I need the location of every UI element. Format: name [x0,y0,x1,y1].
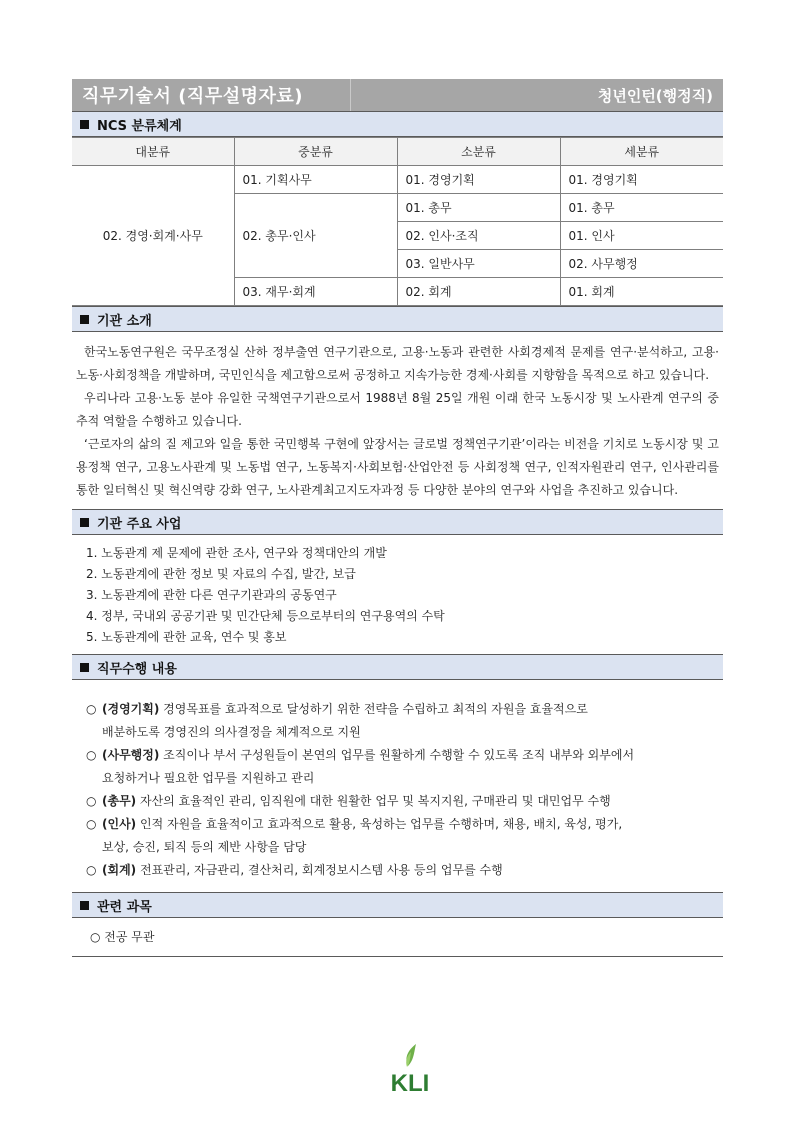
column-header: 중분류 [234,138,397,166]
middle-category-cell: 03. 재무·회계 [234,278,397,306]
detail-category-cell: 02. 사무행정 [560,250,723,278]
square-bullet-icon [80,518,89,527]
section-business-header [72,509,723,535]
list-item [86,859,723,882]
duty-label: (인사) [102,817,137,831]
list-item: 1. 노동관계 제 문제에 관한 조사, 연구와 정책대안의 개발 [86,546,387,560]
square-bullet-icon [80,120,89,129]
section-title: 관련 과목 [97,899,152,915]
ncs-table [72,137,723,306]
title-bar [72,79,723,111]
list-item [86,790,723,813]
column-header: 세분류 [560,138,723,166]
position-badge: 청년인턴(행정직) [597,86,713,105]
intro-body [72,332,723,509]
list-item: 5. 노동관계에 관한 교육, 연수 및 홍보 [86,630,287,644]
circle-bullet-icon: ○ [86,702,97,716]
circle-bullet-icon: ○ [86,863,97,877]
duty-label: (총무) [102,794,137,808]
list-item: 4. 정부, 국내외 공공기관 및 민간단체 등으로부터의 연구용역의 수탁 [86,609,445,623]
square-bullet-icon [80,663,89,672]
column-header: 소분류 [397,138,560,166]
duty-text: 자산의 효율적인 관리, 임직원에 대한 원활한 업무 및 복지지원, 구매관리 및 대민업무 수행 [139,794,611,808]
circle-bullet-icon: ○ [86,748,97,762]
section-ncs-header [72,111,723,137]
small-category-cell: 03. 일반사무 [397,250,560,278]
section-title: NCS 분류체계 [97,118,182,134]
table-header-row [72,138,723,166]
middle-category-cell: 02. 총무·인사 [234,194,397,278]
list-item: 3. 노동관계에 관한 다른 연구기관과의 공동연구 [86,588,337,602]
square-bullet-icon [80,315,89,324]
detail-category-cell: 01. 인사 [560,222,723,250]
duty-text: 인적 자원을 효율적이고 효과적으로 활용, 육성하는 업무를 수행하며, 채용, 배치, 육성, 평가, [139,817,623,831]
title-divider [350,79,351,111]
small-category-cell: 01. 경영기획 [397,166,560,194]
small-category-cell: 01. 총무 [397,194,560,222]
list-item: 2. 노동관계에 관한 정보 및 자료의 수집, 발간, 보급 [86,567,356,581]
major-category-cell: 02. 경영·회계·사무 [72,166,234,306]
middle-category-cell: 01. 기획사무 [234,166,397,194]
detail-category-cell: 01. 총무 [560,194,723,222]
small-category-cell: 02. 인사·조직 [397,222,560,250]
section-duties-header [72,654,723,680]
circle-bullet-icon: ○ [86,817,97,831]
duty-text: 전표관리, 자금관리, 결산처리, 회계정보시스템 사용 등의 업무를 수행 [139,863,503,877]
logo-text: KLI [390,1070,430,1094]
document-title: 직무기술서 (직무설명자료) [82,86,303,107]
duty-text: 보상, 승진, 퇴직 등의 제반 사항을 담당 [102,840,307,854]
intro-paragraph: ‘근로자의 삶의 질 제고와 일을 통한 국민행복 구현에 앞장서는 글로벌 정책연구기관’이라는 비전을 기치로 노동시장 및 고용정책 연구, 고용노사관계 및 노동법 연구, 노동복지·사회보험·산업안전 등 사회정책 연구, 인적자원관리 연구, 인사관리를 통한 일터혁신 및 혁신역량 강화 연구, 노사관계최고지도자과정 등 다양한 분야의 연구와 사업을 추진하고 있습니다. [76,437,719,497]
detail-category-cell: 01. 경영기획 [560,166,723,194]
list-item [86,744,723,790]
job-description-page [72,79,723,957]
list-item [86,813,723,859]
circle-bullet-icon: ○ [86,794,97,808]
square-bullet-icon [80,901,89,910]
duty-label: (경영기획) [102,702,160,716]
column-header: 대분류 [72,138,234,166]
kli-logo [364,1042,456,1094]
duty-text: 경영목표를 효과적으로 달성하기 위한 전략을 수립하고 최적의 자원을 효율적으로 [163,702,588,716]
section-subject-header [72,892,723,918]
duty-label: (사무행정) [102,748,160,762]
detail-category-cell: 01. 회계 [560,278,723,306]
subject-item: ○ 전공 무관 [72,918,723,957]
small-category-cell: 02. 회계 [397,278,560,306]
duty-text: 요청하거나 필요한 업무를 지원하고 관리 [102,771,315,785]
list-item [86,698,723,744]
section-title: 직무수행 내용 [97,661,177,677]
duty-text: 조직이나 부서 구성원들이 본연의 업무를 원활하게 수행할 수 있도록 조직 내부와 외부에서 [163,748,635,762]
section-intro-header [72,306,723,332]
intro-paragraph: 한국노동연구원은 국무조정실 산하 정부출연 연구기관으로, 고용·노동과 관련한 사회경제적 문제를 연구·분석하고, 고용·노동·사회정책을 개발하며, 국민인식을 제고함으로써 공정하고 지속가능한 경제·사회를 지향함을 목적으로 하고 있습니다. [76,345,719,382]
section-title: 기관 소개 [97,313,152,329]
duties-list [72,680,723,892]
intro-paragraph: 우리나라 고용·노동 분야 유일한 국책연구기관으로서 1988년 8월 25일 개원 이래 한국 노동시장 및 노사관계 연구의 중추적 역할을 수행하고 있습니다. [76,391,719,428]
section-title: 기관 주요 사업 [97,516,182,532]
table-row [72,166,723,194]
duty-text: 배분하도록 경영진의 의사결정을 체계적으로 지원 [102,725,361,739]
duty-label: (회계) [102,863,137,877]
business-list [72,535,723,654]
